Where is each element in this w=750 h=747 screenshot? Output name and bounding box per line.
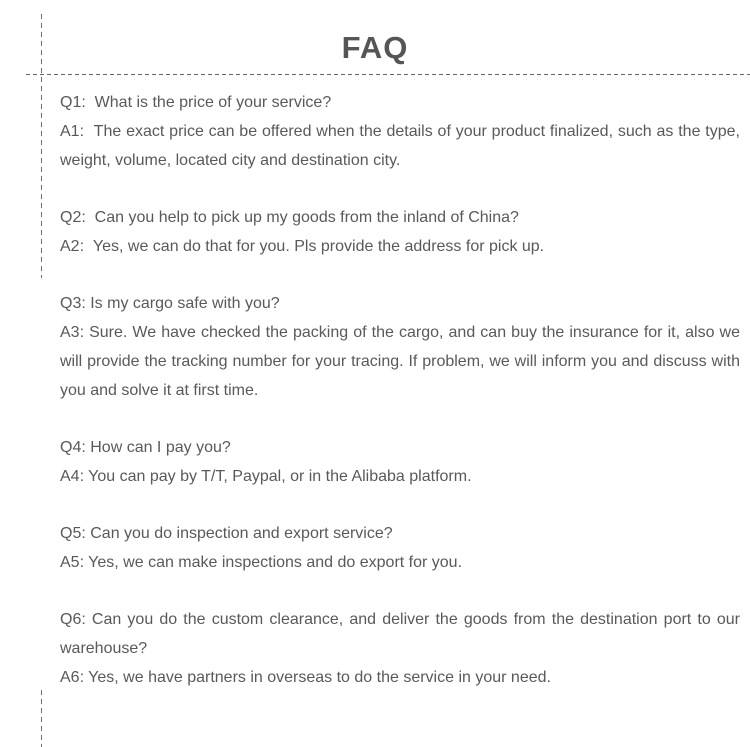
faq-answer: A2: Yes, we can do that for you. Pls provide the address for pick up.: [60, 238, 545, 255]
faq-item-4: [60, 433, 740, 491]
faq-item-5: [60, 519, 740, 577]
faq-question: Q2: Can you help to pick up my goods from the inland of China?: [60, 209, 519, 226]
faq-question: Q3: Is my cargo safe with you?: [60, 295, 280, 312]
faq-content: [60, 88, 740, 720]
title-divider-line: [26, 74, 750, 75]
faq-answer: A1: The exact price can be offered when the details of your product finalized, such as the type, weight, volume, located city and destination city.: [60, 123, 740, 169]
left-dashed-line-bottom: [41, 690, 42, 747]
faq-answer: A5: Yes, we can make inspections and do export for you.: [60, 554, 463, 571]
faq-answer: A4: You can pay by T/T, Paypal, or in the Alibaba platform.: [60, 468, 472, 485]
faq-item-6: [60, 605, 740, 692]
faq-answer: A6: Yes, we have partners in overseas to do the service in your need.: [60, 669, 551, 686]
faq-question: Q1: What is the price of your service?: [60, 94, 332, 111]
faq-item-3: [60, 289, 740, 405]
page-title: FAQ: [341, 30, 409, 65]
faq-item-1: [60, 88, 740, 175]
faq-answer: A3: Sure. We have checked the packing of the cargo, and can buy the insurance for it, also we will provide the tracking number for your tracing. If problem, we will inform you and discuss with you and solve it at first time.: [60, 324, 740, 399]
faq-question: Q6: Can you do the custom clearance, and deliver the goods from the destination port to our warehouse?: [60, 611, 740, 657]
faq-question: Q5: Can you do inspection and export service?: [60, 525, 393, 542]
faq-item-2: [60, 203, 740, 261]
faq-question: Q4: How can I pay you?: [60, 439, 231, 456]
